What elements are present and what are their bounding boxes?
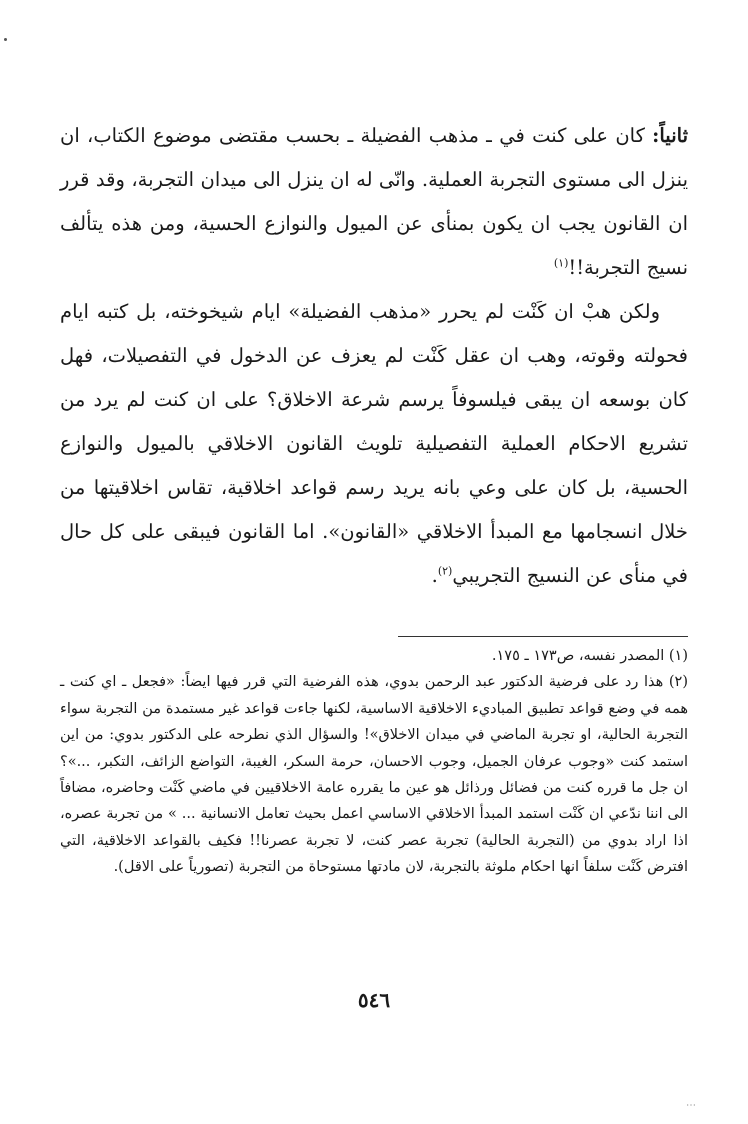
scan-speck	[4, 38, 7, 41]
main-text	[60, 114, 688, 598]
paragraph-1-text: كان على كنت في ـ مذهب الفضيلة ـ بحسب مقتضى موضوع الكتاب، ان ينزل الى مستوى التجربة العملية. وانّى له ان ينزل الى ميدان التجربة، وقد قرر ان القانون يجب ان يكون بمنأى عن الميول والنوازع الحسية، ومن هذه يتألف نسيج التجربة!!	[60, 124, 688, 279]
paragraph-2	[60, 290, 688, 598]
paragraph-2-end: .	[431, 564, 438, 587]
footnote-2: (٢) هذا رد على فرضية الدكتور عبد الرحمن بدوي، هذه الفرضية التي قرر فيها ايضاً: «فجعل ـ اي كنت ـ همه في وضع قواعد تطبيق المباديء الاخلاقية الاساسية، لكنها جاءت قواعد غير مستمدة من التجربة سواء التجربة الحالية، او تجربة الماضي في ميدان الاخلاق»! والسؤال الذي نطرحه على الدكتور بدوي: من اين استمد كنت «وجوب عرفان الجميل، وجوب الاحسان، حرمة السكر، الغيبة، التواضع الزائف، التكبر، ...»؟ ان جل ما قرره كنت من فضائل ورذائل هو عين ما يقرره عامة الاخلاقيين في ماضي كَنْت وحاضره، مضافاً الى اننا ندّعي ان كَنْت استمد المبدأ الاخلاقي الاساسي اعمل بحيث تعامل الانسانية ... » من تجربة عصره، اذا اراد بدوي من (التجربة الحالية) تجربة عصر كنت، لا تجربة عصرنا!! فكيف بالقواعد الاخلاقية، التي افترض كَنْت سلفاً انها احكام ملوثة بالتجربة، لان مادتها مستوحاة من التجربة (تصورياً على الاقل).	[60, 674, 688, 876]
footnotes	[60, 643, 688, 881]
page-number: ٥٤٦	[357, 988, 391, 1012]
footnote-1: (١) المصدر نفسه، ص١٧٣ ـ ١٧٥.	[491, 648, 688, 664]
footnote-ref-1: (١)	[553, 256, 569, 270]
footnote-ref-2: (٢)	[437, 564, 453, 578]
scan-corner-dots: ⋯	[686, 1100, 698, 1111]
paragraph-1-lead: ثانياً:	[652, 124, 688, 147]
paragraph-2-text: ولكن هبْ ان كَنْت لم يحرر «مذهب الفضيلة» ايام شيخوخته، بل كتبه ايام فحولته وقوته، وهب ان عقل كَنْت لم يعزف عن الدخول في التفصيلات، فهل كان بوسعه ان يبقى فيلسوفاً يرسم شرعة الاخلاق؟ على ان كنت لم يرد من تشريع الاحكام العملية التفصيلية تلويث القانون الاخلاقي بالميول والنوازع الحسية، بل كان على وعي بانه يريد رسم قواعد اخلاقية، تقاس اخلاقيتها من خلال انسجامها مع المبدأ الاخلاقي «القانون». اما القانون فيبقى على كل حال في منأى عن النسيج التجريبي	[60, 300, 688, 587]
paragraph-1	[60, 114, 688, 290]
footnote-separator	[398, 636, 688, 637]
